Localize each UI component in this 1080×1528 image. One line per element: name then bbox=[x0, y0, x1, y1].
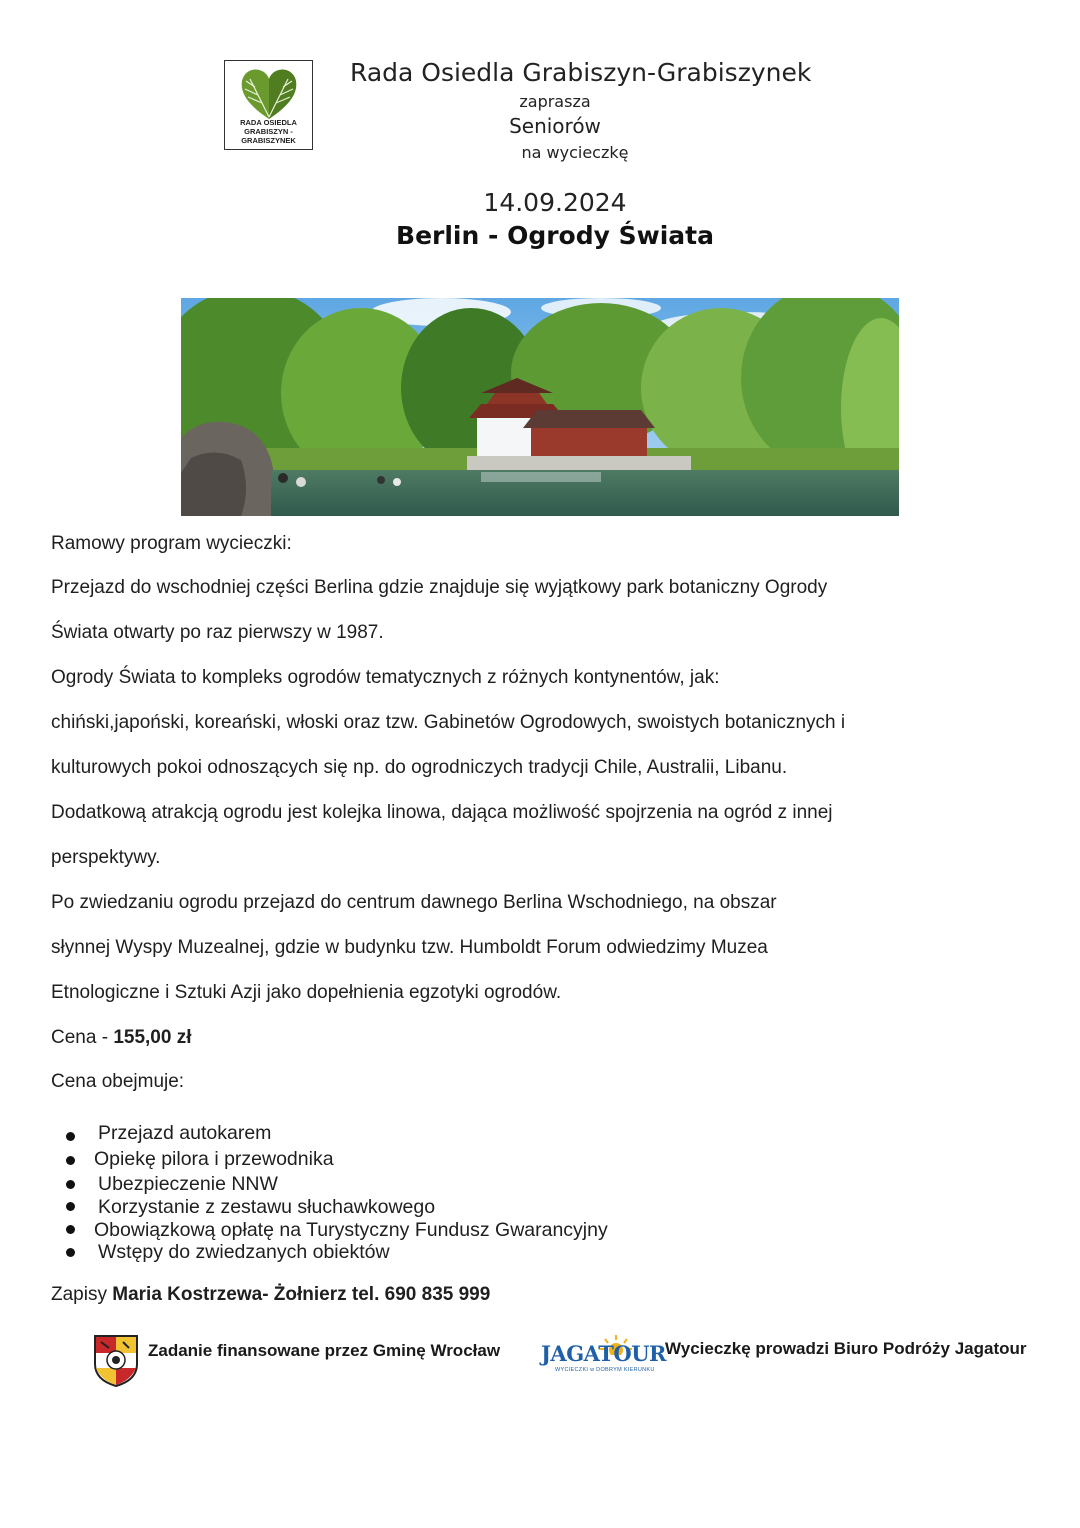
program-line: Ogrody Świata to kompleks ogrodów tematycznych z różnych kontynentów, jak: bbox=[51, 667, 720, 688]
price-label: Cena - bbox=[51, 1027, 114, 1048]
agency-note: Wycieczkę prowadzi Biuro Podróży Jagatour bbox=[665, 1339, 1027, 1358]
event-date: 14.09.2024 bbox=[483, 188, 627, 217]
program-line: Etnologiczne i Sztuki Azji jako dopełnienia egzotyki ogrodów. bbox=[51, 982, 562, 1003]
signup-contact: Maria Kostrzewa- Żołnierz tel. 690 835 999 bbox=[112, 1284, 491, 1305]
bullet-icon bbox=[66, 1202, 75, 1211]
program-line: słynnej Wyspy Muzealnej, gdzie w budynku tzw. Humboldt Forum odwiedzimy Muzea bbox=[51, 937, 768, 958]
program-line: kulturowych pokoi odnoszących się np. do ogrodniczych tradycji Chile, Australii, Libanu. bbox=[51, 757, 788, 778]
bullet-icon bbox=[66, 1180, 75, 1189]
price-value: 155,00 zł bbox=[113, 1027, 192, 1048]
heart-leaves-icon bbox=[238, 65, 300, 121]
bullet-icon bbox=[66, 1248, 75, 1257]
bullet-icon bbox=[66, 1132, 75, 1141]
bullet-icon bbox=[66, 1225, 75, 1234]
event-title: Berlin - Ogrody Świata bbox=[396, 221, 714, 250]
program-line: Dodatkową atrakcją ogrodu jest kolejka linowa, dająca możliwość spojrzenia na ogród z innej bbox=[51, 802, 833, 823]
audience-line: Seniorów bbox=[509, 114, 601, 138]
garden-photo bbox=[181, 298, 899, 516]
bullet-icon bbox=[66, 1156, 75, 1165]
program-heading: Ramowy program wycieczki: bbox=[51, 533, 292, 554]
invite-line: zaprasza bbox=[519, 92, 591, 111]
program-line: Przejazd do wschodniej części Berlina gdzie znajduje się wyjątkowy park botaniczny Ogrody bbox=[51, 577, 828, 598]
funding-note: Zadanie finansowane przez Gminę Wrocław bbox=[148, 1341, 501, 1360]
trip-line: na wycieczkę bbox=[521, 143, 629, 162]
signup-line bbox=[51, 1284, 490, 1306]
logo-text-line2: GRABISZYN - bbox=[244, 127, 293, 136]
jagatour-logo bbox=[541, 1333, 666, 1383]
jagatour-tagline: WYCIECZKI w DOBRYM KIERUNKU bbox=[555, 1367, 655, 1373]
program-line: Po zwiedzaniu ogrodu przejazd do centrum dawnego Berlina Wschodniego, na obszar bbox=[51, 892, 777, 913]
program-line: Świata otwarty po raz pierwszy w 1987. bbox=[51, 622, 384, 643]
wroclaw-coat-of-arms-icon bbox=[93, 1334, 139, 1388]
price-includes-heading: Cena obejmuje: bbox=[51, 1071, 185, 1092]
signup-label: Zapisy bbox=[51, 1284, 113, 1305]
program-line: chiński,japoński, koreański, włoski oraz tzw. Gabinetów Ogrodowych, swoistych botanicznych i bbox=[51, 712, 846, 733]
rada-osiedla-logo bbox=[224, 60, 313, 150]
price-line bbox=[51, 1027, 191, 1049]
organizer-title: Rada Osiedla Grabiszyn-Grabiszynek bbox=[350, 58, 812, 87]
logo-text-line3: GRABISZYNEK bbox=[241, 136, 296, 145]
program-line: perspektywy. bbox=[51, 847, 161, 868]
jagatour-wordmark: JAGATOUR bbox=[541, 1341, 666, 1366]
logo-text-line1: RADA OSIEDLA bbox=[240, 118, 297, 127]
